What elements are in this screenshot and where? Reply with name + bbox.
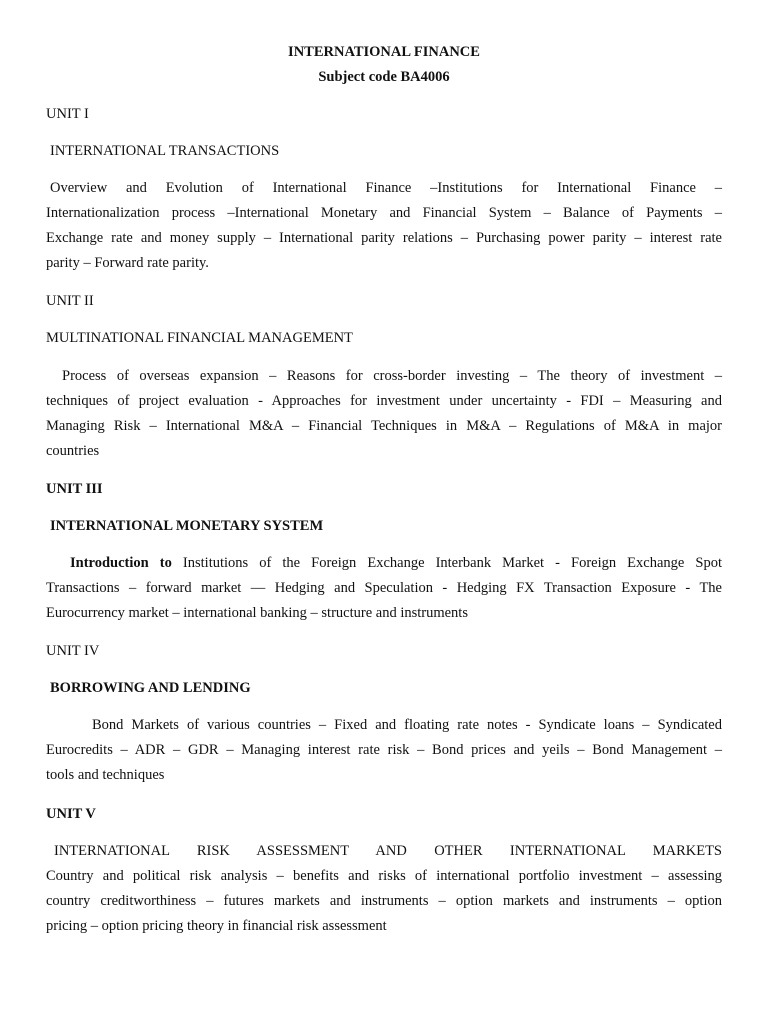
unit-5-line: pricing – option pricing theory in financial risk assessment [46,918,387,934]
unit-2-paragraph [46,364,722,464]
unit-1-line: Internationalization process –International Monetary and Financial System – Balance of Payments – [46,205,722,221]
unit-3-line-1 [46,551,722,576]
unit-5-paragraph [46,839,722,939]
document-title: INTERNATIONAL FINANCE [288,44,480,60]
unit-2-line: techniques of project evaluation - Approaches for investment under uncertainty - FDI – Measuring and [46,393,722,409]
unit-3-line-1-text: Institutions of the Foreign Exchange Interbank Market - Foreign Exchange Spot [182,555,723,571]
unit-1-line: Overview and Evolution of International Finance –Institutions for International Finance – [50,180,722,196]
unit-4-line: Eurocredits – ADR – GDR – Managing interest rate risk – Bond prices and yeils – Bond Management – [46,742,722,758]
unit-1-paragraph [46,176,722,276]
unit-3-heading: INTERNATIONAL MONETARY SYSTEM [50,518,324,534]
unit-4-line: tools and techniques [46,767,165,783]
unit-3-paragraph [46,551,722,626]
unit-2-line: Process of overseas expansion – Reasons for cross-border investing – The theory of investment – [62,368,722,384]
unit-3-intro-bold: Introduction to [70,555,172,571]
unit-3-line: Eurocurrency market – international banking – structure and instruments [46,605,468,621]
unit-2-line: Managing Risk – International M&A – Financial Techniques in M&A – Regulations of M&A in major [46,418,722,434]
unit-1-line: parity – Forward rate parity. [46,255,209,271]
unit-3-line: Transactions – forward market — Hedging and Speculation - Hedging FX Transaction Exposure - The [46,580,722,596]
unit-4-paragraph [46,713,722,788]
unit-5-label: UNIT V [46,806,96,822]
unit-5-heading-line: INTERNATIONAL RISK ASSESSMENT AND OTHER INTERNATIONAL MARKETS [54,843,722,859]
unit-2-label: UNIT II [46,293,94,309]
unit-2-heading: MULTINATIONAL FINANCIAL MANAGEMENT [46,330,353,346]
unit-2-line: countries [46,443,100,459]
unit-1-line: Exchange rate and money supply – International parity relations – Purchasing power parity – interest rate [46,230,722,246]
unit-1-label: UNIT I [46,106,89,122]
unit-4-heading: BORROWING AND LENDING [50,680,251,696]
unit-4-line: Bond Markets of various countries – Fixed and floating rate notes - Syndicate loans – Syndicated [92,717,722,733]
unit-5-line: Country and political risk analysis – benefits and risks of international portfolio investment – assessing [46,868,722,884]
unit-1-heading: INTERNATIONAL TRANSACTIONS [50,143,280,159]
subject-code: Subject code BA4006 [318,69,450,85]
unit-5-line: country creditworthiness – futures markets and instruments – option markets and instruments – option [46,893,722,909]
unit-3-label: UNIT III [46,481,103,497]
unit-4-label: UNIT IV [46,643,100,659]
